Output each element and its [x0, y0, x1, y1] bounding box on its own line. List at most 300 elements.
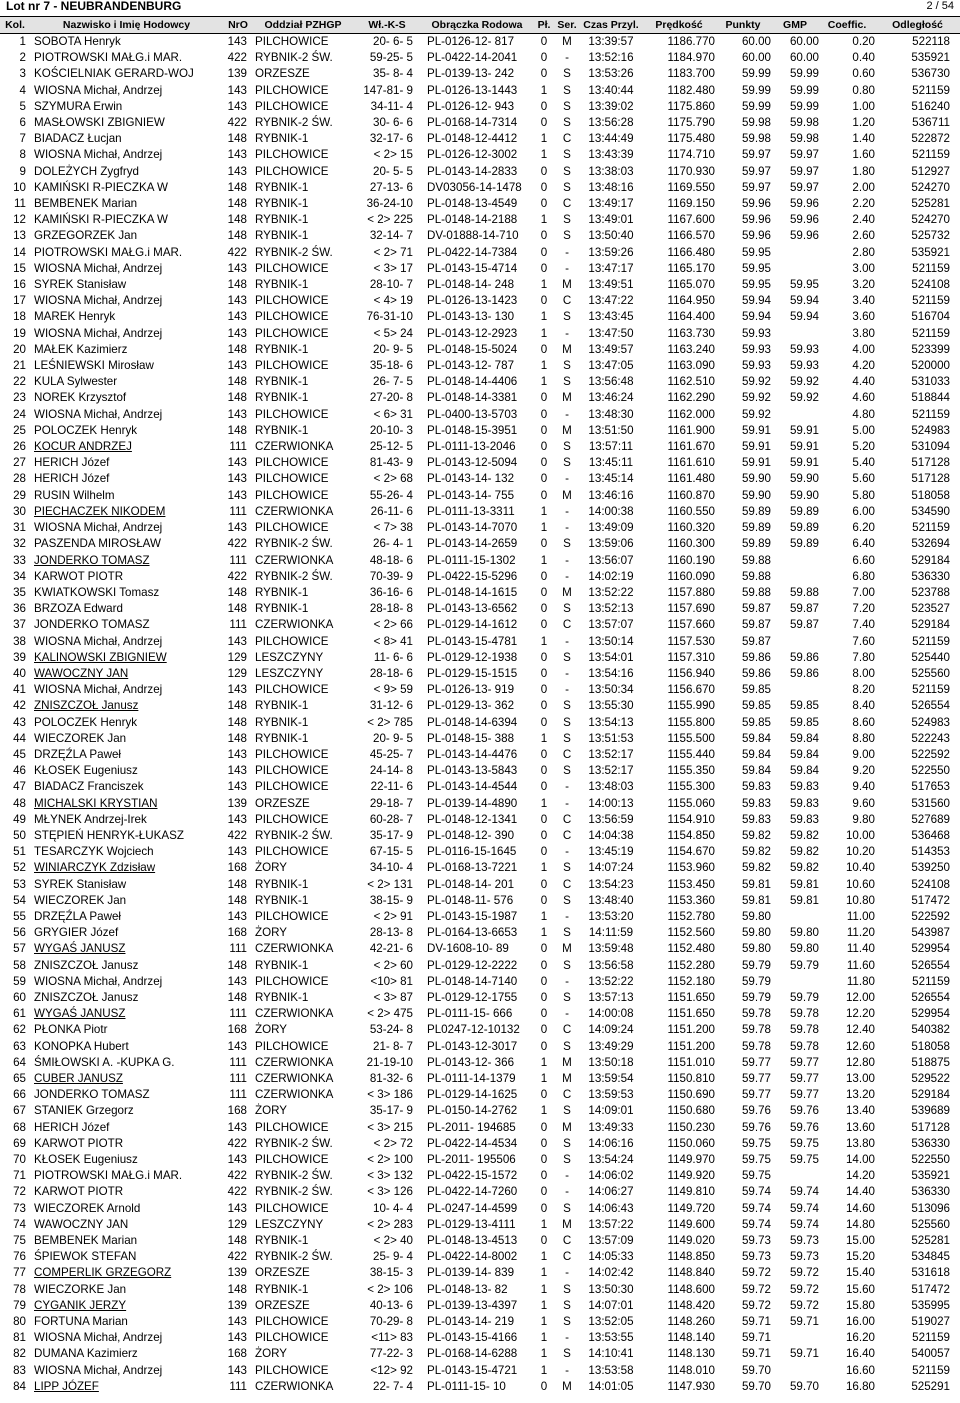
cell-arrival-time: 13:55:30	[588, 699, 634, 713]
cell-nro: 422	[227, 51, 247, 65]
cell-speed: 1154.910	[667, 812, 715, 826]
cell-distance: 524983	[911, 715, 950, 729]
cell-breeder-name: PIECHACZEK NIKODEM	[34, 504, 166, 518]
cell-position: 68	[13, 1120, 26, 1134]
cell-points: 59.70	[741, 1363, 771, 1377]
cell-gmp: 60.00	[789, 35, 819, 48]
cell-gmp: 59.72	[789, 1266, 819, 1280]
cell-gmp: 59.71	[789, 1347, 819, 1361]
cell-branch: ŻORY	[255, 1347, 287, 1361]
cell-distance: 521159	[912, 261, 950, 275]
cell-nro: 143	[227, 148, 247, 162]
cell-ring-number: PL-0111-15- 10	[427, 1379, 506, 1393]
cell-branch: RYBNIK-2 ŚW.	[255, 245, 333, 259]
cell-distance: 539689	[911, 1104, 950, 1118]
cell-gmp	[771, 1330, 819, 1346]
cell-nro: 111	[229, 1088, 247, 1102]
table-row	[0, 990, 960, 1006]
cell-coeffic: 1.80	[852, 164, 875, 178]
col-header-sex: Pł.	[533, 17, 555, 34]
cell-ring-number: PL-0143-15-4714	[427, 261, 518, 275]
cell-branch: RYBNIK-2 ŚW.	[255, 828, 333, 842]
cell-position: 49	[13, 812, 26, 826]
cell-arrival-time: 13:50:14	[588, 634, 634, 648]
table-row	[0, 342, 960, 358]
cell-sex: 1	[540, 148, 548, 162]
cell-coeffic: 14.20	[845, 1169, 875, 1183]
cell-speed: 1150.690	[667, 1088, 715, 1102]
cell-breeder-name: SOBOTA Henryk	[34, 35, 121, 48]
cell-branch: ORZESZE	[255, 1298, 310, 1312]
table-row	[0, 828, 960, 844]
cell-ring-number: PL0247-12-10132	[427, 1023, 520, 1037]
cell-ring-number: PL-0143-12-2923	[427, 326, 518, 340]
cell-series: S	[563, 650, 571, 664]
cell-speed: 1151.010	[667, 1055, 715, 1069]
table-row	[0, 147, 960, 163]
cell-ring-number: PL-0148-14-6394	[427, 715, 518, 729]
cell-arrival-time: 13:54:13	[588, 715, 634, 729]
cell-gmp	[771, 553, 819, 569]
cell-breeder-name: DRZĘŹLA Paweł	[34, 747, 121, 761]
cell-branch: PILCHOWICE	[255, 99, 329, 113]
cell-breeder-name: LIPP JÓZEF	[34, 1379, 99, 1393]
cell-sex: 0	[540, 683, 548, 697]
cell-sex: 1	[540, 375, 548, 389]
cell-wks: < 2> 283	[367, 1217, 413, 1231]
cell-speed: 1151.200	[667, 1023, 715, 1037]
cell-position: 30	[13, 504, 26, 518]
cell-points: 59.97	[741, 164, 771, 178]
cell-coeffic: 10.00	[845, 828, 875, 842]
cell-ring-number: PL-0148-13-4513	[427, 1234, 518, 1248]
cell-sex: 0	[540, 51, 548, 65]
cell-nro: 143	[227, 326, 247, 340]
cell-series: S	[563, 926, 571, 940]
cell-coeffic: 2.40	[852, 213, 875, 227]
cell-wks: 147-81- 9	[363, 83, 413, 97]
cell-points: 59.78	[741, 1039, 771, 1053]
cell-position: 17	[13, 294, 26, 308]
cell-position: 59	[13, 974, 26, 988]
cell-ring-number: PL-0111-13-3311	[427, 504, 515, 518]
cell-gmp: 59.96	[789, 197, 819, 211]
cell-ring-number: PL-0129-15-1515	[427, 666, 518, 680]
cell-series: S	[563, 1347, 571, 1361]
cell-speed: 1160.300	[667, 537, 715, 551]
cell-gmp: 59.77	[789, 1072, 819, 1085]
cell-ring-number: PL-0143-14-7070	[427, 521, 518, 535]
cell-branch: CZERWIONKA	[255, 1088, 334, 1102]
cell-points: 59.72	[741, 1282, 771, 1296]
cell-sex: 1	[540, 1250, 548, 1264]
cell-coeffic: 11.20	[846, 926, 875, 940]
cell-position: 77	[13, 1266, 26, 1280]
cell-distance: 516240	[911, 99, 950, 113]
cell-breeder-name: WIOSNA Michał, Andrzej	[34, 326, 163, 340]
cell-arrival-time: 13:50:34	[588, 683, 634, 697]
table-row	[0, 1217, 960, 1233]
cell-breeder-name: DOLEŻYCH Zygfryd	[34, 164, 140, 178]
cell-speed: 1162.510	[667, 375, 715, 389]
cell-points: 59.99	[741, 99, 771, 113]
col-header-points: Punkty	[715, 17, 771, 34]
cell-arrival-time: 13:49:09	[588, 521, 634, 535]
cell-distance: 531618	[911, 1266, 950, 1280]
cell-coeffic: 6.60	[852, 553, 875, 567]
table-row	[0, 245, 960, 261]
cell-coeffic: 0.80	[852, 83, 875, 97]
table-row	[0, 1314, 960, 1330]
cell-gmp: 59.79	[789, 990, 819, 1004]
cell-gmp: 59.98	[789, 116, 819, 130]
cell-ring-number: PL-0422-14-7260	[427, 1185, 518, 1199]
cell-breeder-name: PASZENDA MIROSŁAW	[34, 537, 161, 551]
cell-position: 28	[13, 472, 26, 486]
cell-points: 59.88	[741, 553, 771, 567]
cell-coeffic: 9.00	[852, 747, 875, 761]
cell-distance: 521159	[912, 83, 950, 97]
cell-distance: 522550	[911, 764, 950, 778]
cell-coeffic: 13.80	[845, 1136, 875, 1150]
cell-wks: 21- 8- 7	[373, 1039, 413, 1053]
table-row	[0, 423, 960, 439]
cell-nro: 143	[227, 780, 247, 794]
cell-nro: 148	[227, 375, 247, 389]
cell-series: S	[563, 764, 571, 778]
cell-nro: 148	[227, 893, 247, 907]
cell-coeffic: 3.00	[852, 261, 875, 275]
cell-coeffic: 7.60	[852, 634, 875, 648]
cell-branch: RYBNIK-1	[255, 958, 309, 972]
cell-coeffic: 7.40	[852, 618, 875, 632]
cell-branch: PILCHOWICE	[255, 261, 329, 275]
cell-sex: 0	[540, 747, 548, 761]
cell-distance: 526554	[911, 699, 950, 713]
cell-arrival-time: 13:51:53	[588, 731, 634, 745]
cell-branch: RYBNIK-2 ŚW.	[255, 1136, 333, 1150]
cell-gmp: 59.92	[789, 375, 819, 389]
table-row	[0, 1249, 960, 1265]
cell-series: -	[565, 245, 569, 259]
col-header-branch: Oddział PZHGP	[253, 17, 353, 34]
cell-branch: PILCHOWICE	[255, 472, 329, 486]
cell-series: -	[565, 1185, 569, 1199]
cell-ring-number: PL-0148-14-3381	[427, 391, 518, 405]
cell-coeffic: 16.20	[845, 1331, 875, 1345]
cell-points: 59.70	[741, 1379, 771, 1393]
cell-gmp: 59.86	[789, 666, 819, 680]
cell-coeffic: 9.20	[852, 764, 875, 778]
cell-points: 59.72	[741, 1298, 771, 1312]
cell-ring-number: PL-0148-12-1341	[427, 812, 518, 826]
cell-distance: 525560	[911, 666, 950, 680]
cell-nro: 148	[227, 731, 247, 745]
cell-arrival-time: 13:56:28	[588, 116, 634, 130]
cell-series: C	[562, 1088, 572, 1102]
cell-series: C	[562, 294, 572, 308]
cell-branch: PILCHOWICE	[255, 1363, 329, 1377]
table-row	[0, 601, 960, 617]
cell-position: 23	[13, 391, 26, 405]
cell-ring-number: PL-0148-15-3951	[427, 423, 518, 437]
cell-position: 83	[13, 1363, 26, 1377]
cell-gmp: 59.81	[789, 877, 819, 891]
cell-speed: 1175.860	[667, 99, 715, 113]
cell-arrival-time: 13:48:30	[588, 407, 634, 421]
cell-gmp: 59.74	[789, 1217, 819, 1231]
cell-arrival-time: 13:56:59	[588, 812, 634, 826]
cell-speed: 1152.780	[667, 909, 715, 923]
cell-position: 55	[13, 909, 26, 923]
cell-points: 59.81	[741, 893, 771, 907]
cell-position: 44	[13, 731, 26, 745]
cell-wks: 60-28- 7	[369, 812, 413, 826]
cell-series: S	[563, 375, 571, 389]
cell-sex: 1	[540, 1217, 548, 1231]
cell-breeder-name: KULA Sylwester	[34, 375, 118, 389]
cell-distance: 513096	[911, 1201, 950, 1215]
cell-distance: 518844	[911, 391, 950, 405]
table-row	[0, 844, 960, 860]
cell-breeder-name: ZNISZCZOŁ Janusz	[34, 958, 139, 972]
cell-speed: 1161.670	[667, 440, 715, 454]
cell-distance: 520000	[911, 359, 950, 373]
cell-sex: 0	[540, 472, 548, 486]
cell-distance: 531560	[911, 796, 950, 810]
cell-nro: 143	[227, 1331, 247, 1345]
cell-coeffic: 3.80	[852, 326, 875, 340]
cell-points: 59.96	[741, 213, 771, 227]
cell-series: S	[563, 731, 571, 745]
cell-nro: 148	[227, 585, 247, 599]
cell-branch: PILCHOWICE	[255, 634, 329, 648]
cell-position: 80	[13, 1315, 26, 1329]
cell-distance: 523527	[911, 602, 950, 616]
cell-branch: CZERWIONKA	[255, 504, 334, 518]
cell-coeffic: 5.00	[852, 423, 875, 437]
cell-branch: PILCHOWICE	[255, 764, 329, 778]
table-row	[0, 326, 960, 342]
cell-position: 34	[13, 569, 26, 583]
cell-branch: PILCHOWICE	[255, 164, 329, 178]
cell-points: 59.86	[741, 666, 771, 680]
cell-sex: 0	[540, 1201, 548, 1215]
cell-distance: 525440	[911, 650, 950, 664]
cell-series: S	[563, 99, 571, 113]
cell-ring-number: PL-0143-14-4544	[427, 780, 518, 794]
cell-sex: 0	[540, 715, 548, 729]
cell-position: 21	[13, 359, 26, 373]
cell-branch: PILCHOWICE	[255, 1153, 329, 1167]
cell-ring-number: PL-0143-14-4476	[427, 747, 518, 761]
cell-series: M	[562, 585, 572, 599]
cell-distance: 534845	[911, 1250, 950, 1264]
cell-branch: RYBNIK-1	[255, 375, 309, 389]
cell-ring-number: PL-0129-14-1625	[427, 1088, 518, 1102]
cell-nro: 111	[229, 942, 247, 956]
cell-arrival-time: 13:56:48	[588, 375, 634, 389]
cell-breeder-name: PIOTROWSKI MAŁG.i MAR.	[34, 245, 183, 259]
cell-wks: 30- 6- 6	[373, 116, 413, 130]
cell-ring-number: PL-0148-14-7140	[427, 974, 518, 988]
cell-points: 59.80	[741, 926, 771, 940]
cell-wks: < 2> 40	[373, 1234, 413, 1248]
cell-speed: 1151.650	[667, 1007, 715, 1021]
cell-ring-number: PL-0400-13-5703	[427, 407, 518, 421]
cell-coeffic: 15.60	[845, 1282, 875, 1296]
cell-speed: 1149.970	[667, 1153, 715, 1167]
cell-wks: 53-24- 8	[369, 1023, 413, 1037]
cell-coeffic: 9.60	[852, 796, 875, 810]
cell-ring-number: PL-0148-12- 390	[427, 828, 515, 842]
cell-branch: CZERWIONKA	[255, 618, 334, 632]
cell-sex: 0	[540, 845, 548, 859]
cell-ring-number: PL-0422-14-7384	[427, 245, 518, 259]
cell-wks: 22- 7- 4	[373, 1379, 413, 1393]
cell-arrival-time: 14:00:38	[588, 504, 634, 518]
cell-breeder-name: JONDERKO TOMASZ	[34, 553, 150, 567]
cell-branch: RYBNIK-2 ŚW.	[255, 1169, 333, 1183]
cell-series: S	[563, 715, 571, 729]
cell-branch: PILCHOWICE	[255, 407, 329, 421]
cell-gmp: 59.82	[789, 828, 819, 842]
cell-sex: 0	[540, 229, 548, 243]
cell-branch: CZERWIONKA	[255, 1379, 334, 1393]
cell-arrival-time: 13:45:19	[588, 845, 634, 859]
cell-points: 59.85	[741, 715, 771, 729]
cell-branch: LESZCZYNY	[255, 1217, 324, 1231]
cell-ring-number: PL-0111-14-1379	[427, 1072, 516, 1085]
cell-gmp	[771, 245, 819, 261]
cell-wks: 67-15- 5	[369, 845, 413, 859]
cell-points: 59.91	[741, 456, 771, 470]
cell-series: S	[563, 990, 571, 1004]
cell-nro: 148	[227, 990, 247, 1004]
cell-breeder-name: BIADACZ Łucjan	[34, 132, 122, 146]
cell-nro: 129	[227, 666, 247, 680]
cell-ring-number: PL-0143-12-5094	[427, 456, 518, 470]
cell-gmp: 59.89	[789, 537, 819, 551]
cell-series: S	[563, 456, 571, 470]
cell-points: 59.72	[741, 1266, 771, 1280]
cell-speed: 1153.450	[667, 877, 715, 891]
cell-position: 82	[13, 1347, 26, 1361]
cell-ring-number: PL-0139-13-4397	[427, 1298, 518, 1312]
cell-ring-number: PL-0148-14-2188	[427, 213, 518, 227]
cell-position: 16	[13, 278, 26, 292]
cell-position: 6	[19, 116, 26, 130]
table-row	[0, 909, 960, 925]
cell-breeder-name: WIOSNA Michał, Andrzej	[34, 407, 163, 421]
cell-branch: RYBNIK-2 ŚW.	[255, 116, 333, 130]
cell-arrival-time: 13:59:26	[588, 245, 634, 259]
cell-ring-number: PL-0139-14-4890	[427, 796, 518, 810]
cell-gmp: 59.86	[789, 650, 819, 664]
cell-series: -	[565, 521, 569, 535]
cell-wks: 26-11- 6	[370, 504, 413, 518]
cell-sex: 1	[540, 1266, 548, 1280]
cell-position: 26	[13, 440, 26, 454]
cell-ring-number: PL-0168-13-7221	[427, 861, 518, 875]
cell-ring-number: PL-0111-15-1302	[427, 553, 516, 567]
cell-sex: 0	[540, 699, 548, 713]
cell-ring-number: PL-0126-13- 919	[427, 683, 515, 697]
cell-nro: 143	[227, 1120, 247, 1134]
cell-speed: 1148.010	[667, 1363, 715, 1377]
cell-ring-number: PL-0139-13- 242	[427, 67, 515, 81]
cell-points: 59.84	[741, 764, 771, 778]
cell-speed: 1165.170	[667, 261, 715, 275]
cell-branch: RYBNIK-1	[255, 990, 309, 1004]
cell-coeffic: 6.40	[852, 537, 875, 551]
cell-nro: 111	[229, 618, 247, 632]
cell-branch: RYBNIK-1	[255, 213, 309, 227]
cell-wks: < 2> 475	[367, 1007, 413, 1021]
cell-coeffic: 12.60	[845, 1039, 875, 1053]
cell-breeder-name: COMPERLIK GRZEGORZ	[34, 1266, 172, 1280]
cell-points: 59.95	[741, 261, 771, 275]
cell-distance: 536730	[911, 67, 950, 81]
table-row	[0, 1346, 960, 1362]
cell-gmp: 59.82	[789, 861, 819, 875]
cell-points: 59.75	[741, 1153, 771, 1167]
cell-branch: RYBNIK-1	[255, 585, 309, 599]
cell-breeder-name: WIOSNA Michał, Andrzej	[34, 634, 163, 648]
cell-sex: 1	[540, 1055, 548, 1069]
cell-wks: 70-39- 9	[369, 569, 413, 583]
cell-distance: 532694	[911, 537, 950, 551]
cell-points: 59.77	[741, 1088, 771, 1102]
cell-nro: 148	[227, 342, 247, 356]
cell-coeffic: 3.40	[852, 294, 875, 308]
cell-sex: 1	[540, 861, 548, 875]
cell-position: 11	[13, 197, 26, 211]
cell-distance: 521159	[912, 521, 950, 535]
cell-wks: 55-26- 4	[369, 488, 413, 502]
cell-wks: 45-25- 7	[369, 747, 413, 761]
cell-breeder-name: ZNISZCZOŁ Janusz	[34, 990, 139, 1004]
cell-coeffic: 3.20	[852, 278, 875, 292]
cell-nro: 143	[227, 764, 247, 778]
cell-nro: 422	[227, 1185, 247, 1199]
cell-breeder-name: PIOTROWSKI MAŁG.i MAR.	[34, 1169, 183, 1183]
cell-position: 43	[13, 715, 26, 729]
cell-gmp: 59.72	[789, 1282, 819, 1296]
cell-wks: 28-10- 7	[369, 278, 413, 292]
cell-ring-number: PL-0143-14-2833	[427, 164, 518, 178]
table-row	[0, 164, 960, 180]
table-row	[0, 796, 960, 812]
cell-position: 14	[13, 245, 26, 259]
cell-ring-number: PL-0126-12- 943	[427, 99, 515, 113]
table-row	[0, 1152, 960, 1168]
cell-points: 59.83	[741, 812, 771, 826]
cell-coeffic: 13.00	[845, 1072, 875, 1085]
cell-sex: 1	[540, 359, 548, 373]
cell-nro: 168	[227, 1347, 247, 1361]
cell-breeder-name: CUBER JANUSZ	[34, 1072, 123, 1085]
cell-gmp: 59.98	[789, 132, 819, 146]
cell-sex: 0	[540, 780, 548, 794]
table-row	[0, 1330, 960, 1346]
cell-nro: 111	[229, 440, 247, 454]
cell-coeffic: 13.20	[845, 1088, 875, 1102]
cell-speed: 1167.600	[667, 213, 715, 227]
cell-speed: 1150.060	[667, 1136, 715, 1150]
cell-ring-number: PL-0168-14-6288	[427, 1347, 518, 1361]
cell-ring-number: PL-0139-14- 839	[427, 1266, 515, 1280]
